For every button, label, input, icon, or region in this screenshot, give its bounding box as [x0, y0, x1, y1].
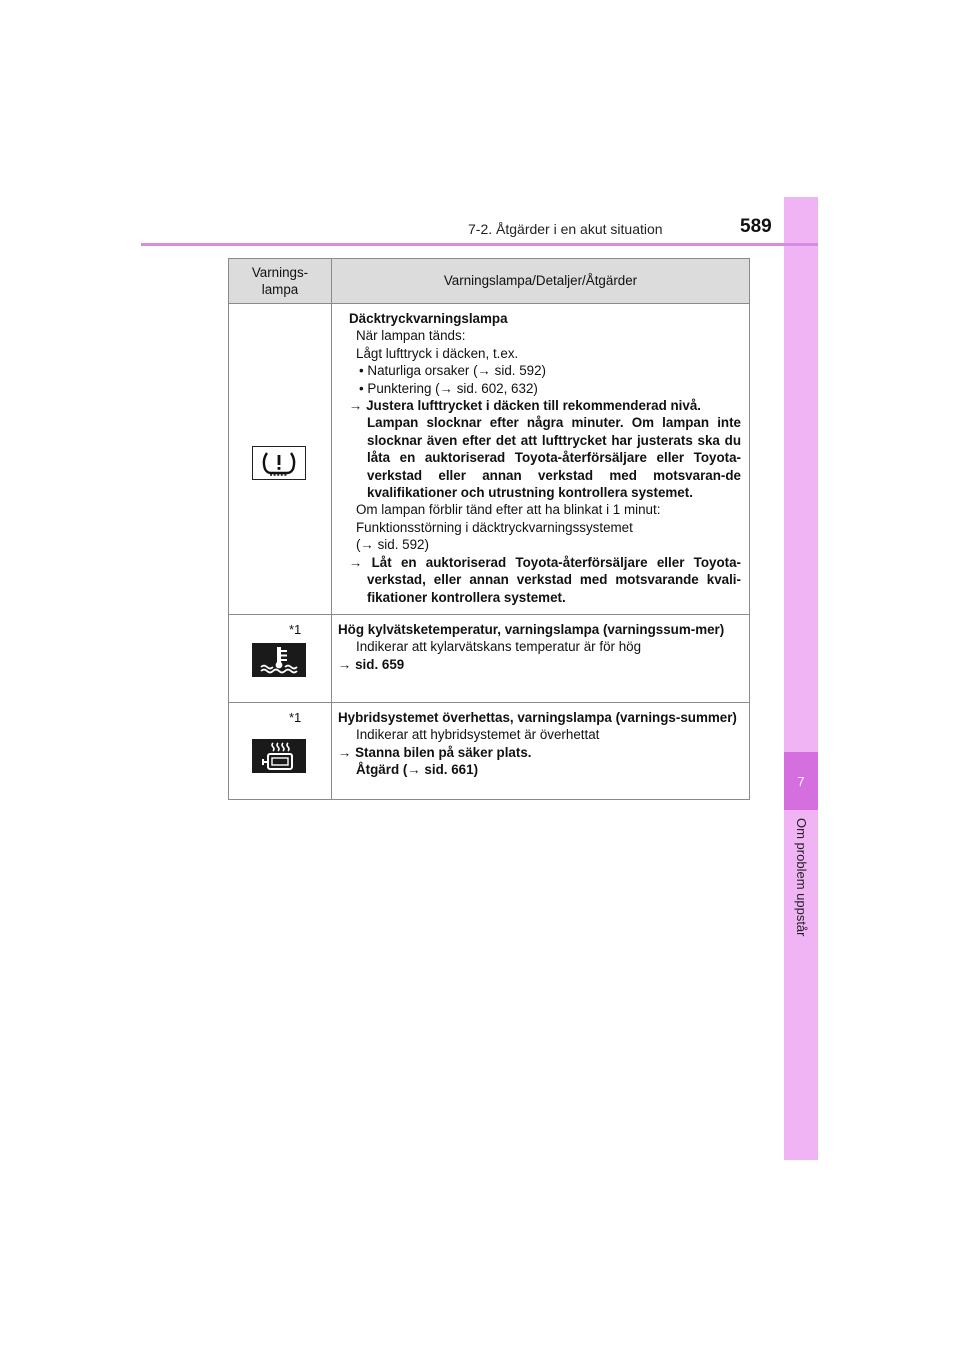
action-line: → Stanna bilen på säker plats.	[338, 744, 532, 760]
text-line: • Naturliga orsaker (→ sid. 592)	[359, 363, 547, 379]
action-text: Lampan slocknar efter några minuter. Om lampan inte slocknar även efter det att lufttrycket har justerats ska du låta en auktoriserad Toyota-återförsäljare eller Toyota-verkstad eller annan verkstad med motsvaran-de kvalifikationer och utrustning kontrollera systemet.	[367, 415, 741, 501]
text-line: Indikerar att kylarvätskans temperatur är för hög	[356, 639, 642, 655]
lamp-title: Hög kylvätsketemperatur, varningslampa (varningssum-mer)	[338, 622, 725, 637]
column-header-lamp: Varnings- lampa	[229, 259, 332, 304]
text-line: Indikerar att hybridsystemet är överhettat	[356, 727, 600, 743]
lamp-title: Hybridsystemet överhettas, varningslampa (varnings-summer)	[338, 710, 737, 725]
page-number: 589	[740, 216, 772, 237]
text-line: När lampan tänds:	[356, 328, 466, 344]
text-line: • Punktering (→ sid. 602, 632)	[359, 380, 538, 396]
lamp-title: Däcktryckvarningslampa	[349, 311, 508, 326]
action-line: → Justera lufttrycket i däcken till rekommenderad nivå.	[349, 398, 702, 414]
warning-lamp-table	[228, 258, 750, 800]
text-line: Lågt lufttryck i däcken, t.ex.	[356, 345, 519, 361]
header-rule	[141, 243, 818, 246]
action-line: Åtgärd (→ sid. 661)	[356, 762, 479, 778]
details-cell	[332, 615, 750, 703]
hybrid-system-overheat-icon	[252, 739, 306, 773]
coolant-temperature-icon	[252, 643, 306, 677]
lamp-cell	[229, 615, 332, 703]
table-header-row	[229, 259, 750, 304]
lamp-cell	[229, 703, 332, 800]
details-cell	[332, 304, 750, 615]
chapter-side-tab	[784, 197, 818, 1160]
table-row	[229, 615, 750, 703]
text-line: Funktionsstörning i däcktryckvarningssystemet	[356, 519, 633, 535]
footnote-marker: *1	[289, 622, 302, 637]
action-line: → Låt en auktoriserad Toyota-återförsäljare eller Toyota-verkstad, eller annan verkstad med motsvarande kvali-fikationer kontrollera systemet.	[349, 554, 741, 605]
tire-pressure-warning-icon	[252, 446, 306, 480]
details-cell	[332, 703, 750, 800]
footnote-marker: *1	[289, 710, 302, 725]
text-line: (→ sid. 592)	[356, 537, 429, 553]
table-row	[229, 703, 750, 800]
text-line: Om lampan förblir tänd efter att ha blinkat i 1 minut:	[356, 502, 661, 518]
column-header-details: Varningslampa/Detaljer/Åtgärder	[332, 259, 750, 304]
action-line: → sid. 659	[338, 656, 405, 672]
lamp-cell	[229, 304, 332, 615]
chapter-number: 7	[784, 752, 818, 810]
chapter-label: Om problem uppstår	[794, 818, 809, 937]
table-row	[229, 304, 750, 615]
section-title: 7-2. Åtgärder i en akut situation	[468, 221, 663, 237]
